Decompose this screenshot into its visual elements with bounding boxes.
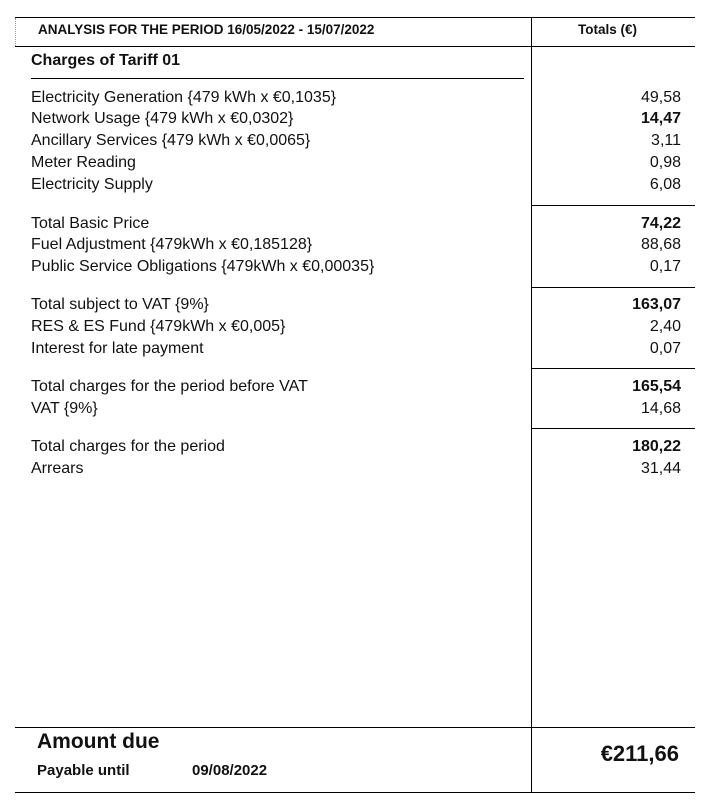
amount-due-value: €211,66 (600, 741, 679, 766)
line-label: Network Usage {479 kWh x €0,0302} (31, 110, 294, 127)
group-divider (531, 368, 695, 369)
line-value: 14,68 (640, 400, 681, 417)
line-value: 3,11 (651, 132, 681, 149)
top-border (15, 17, 695, 18)
line-value: 0,98 (649, 154, 681, 171)
line-value: 14,47 (640, 110, 681, 127)
line-label: Fuel Adjustment {479kWh x €0,185128} (31, 236, 313, 253)
line-value: 6,08 (649, 176, 681, 193)
line-label: Total Basic Price (31, 215, 150, 232)
section-underline (31, 78, 524, 79)
line-value: 0,07 (649, 340, 681, 357)
payable-until-date: 09/08/2022 (192, 762, 268, 779)
footer-top-border (15, 727, 695, 728)
line-label: Electricity Supply (31, 176, 153, 193)
amount-due-label: Amount due (37, 730, 160, 753)
footer-bottom-border (15, 792, 695, 793)
line-value: 163,07 (632, 296, 681, 313)
line-value: 165,54 (632, 378, 681, 395)
line-value: 0,17 (649, 258, 681, 275)
line-label: Total subject to VAT {9%} (31, 296, 209, 313)
line-value: 49,58 (640, 89, 681, 106)
line-label: Total charges for the period before VAT (31, 378, 308, 395)
line-value: 31,44 (640, 460, 681, 477)
line-value: 2,40 (649, 318, 681, 335)
totals-column-title: Totals (€) (578, 22, 638, 37)
left-edge-mark (15, 18, 16, 46)
payable-until-label: Payable until (37, 762, 130, 779)
line-label: Total charges for the period (31, 438, 225, 455)
line-label: Electricity Generation {479 kWh x €0,1035} (31, 89, 337, 106)
section-title: Charges of Tariff 01 (31, 52, 181, 69)
line-value: 88,68 (640, 236, 681, 253)
group-divider (531, 428, 695, 429)
line-label: VAT {9%} (31, 400, 98, 417)
line-label: RES & ES Fund {479kWh x €0,005} (31, 318, 286, 335)
group-divider (531, 205, 695, 206)
line-value: 180,22 (632, 438, 681, 455)
group-divider (531, 287, 695, 288)
period-title: ANALYSIS FOR THE PERIOD 16/05/2022 - 15/07/2022 (38, 22, 375, 37)
line-label: Public Service Obligations {479kWh x €0,00035} (31, 258, 375, 275)
column-divider (531, 17, 532, 792)
line-label: Ancillary Services {479 kWh x €0,0065} (31, 132, 311, 149)
header-bottom-border (15, 46, 695, 47)
line-label: Arrears (31, 460, 84, 477)
line-label: Meter Reading (31, 154, 136, 171)
line-value: 74,22 (640, 215, 681, 232)
line-label: Interest for late payment (31, 340, 204, 357)
